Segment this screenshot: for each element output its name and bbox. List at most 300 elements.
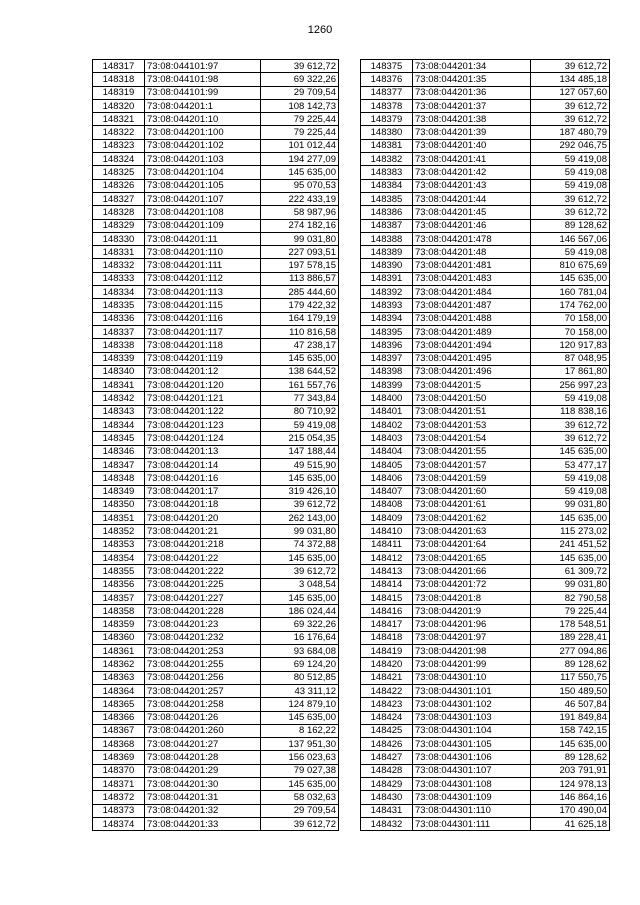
table-row <box>361 658 610 671</box>
cadastral-number-cell: 73:08:044201:65 <box>413 551 531 564</box>
cadastral-number-cell: 73:08:044201:72 <box>413 578 531 591</box>
table-row <box>361 166 610 179</box>
value-cell: 99 031,80 <box>261 525 339 538</box>
value-cell: 194 277,09 <box>261 153 339 166</box>
table-row <box>93 179 339 192</box>
row-number-cell: 148384 <box>361 179 413 192</box>
data-table-right <box>360 59 610 831</box>
table-row <box>93 605 339 618</box>
value-cell: 39 612,72 <box>531 99 610 112</box>
row-number-cell: 148418 <box>361 631 413 644</box>
table-row <box>93 738 339 751</box>
table-row <box>93 751 339 764</box>
value-cell: 138 644,52 <box>261 365 339 378</box>
value-cell: 79 225,44 <box>531 605 610 618</box>
cadastral-number-cell: 73:08:044101:99 <box>145 86 261 99</box>
value-cell: 39 612,72 <box>531 113 610 126</box>
table-row <box>361 498 610 511</box>
value-cell: 156 023,63 <box>261 751 339 764</box>
cadastral-number-cell: 73:08:044201:55 <box>413 445 531 458</box>
value-cell: 197 578,15 <box>261 259 339 272</box>
cadastral-number-cell: 73:08:044201:100 <box>145 126 261 139</box>
table-row <box>93 365 339 378</box>
row-number-cell: 148383 <box>361 166 413 179</box>
cadastral-number-cell: 73:08:044201:40 <box>413 139 531 152</box>
row-number-cell: 148370 <box>93 764 145 777</box>
table-row <box>93 631 339 644</box>
row-number-cell: 148409 <box>361 512 413 525</box>
value-cell: 53 477,17 <box>531 458 610 471</box>
table-row <box>93 246 339 259</box>
cadastral-number-cell: 73:08:044201:27 <box>145 738 261 751</box>
table-row <box>361 405 610 418</box>
row-number-cell: 148356 <box>93 578 145 591</box>
cadastral-number-cell: 73:08:044201:113 <box>145 286 261 299</box>
table-row <box>361 432 610 445</box>
table-row <box>361 631 610 644</box>
cadastral-number-cell: 73:08:044201:108 <box>145 206 261 219</box>
row-number-cell: 148338 <box>93 339 145 352</box>
cadastral-number-cell: 73:08:044201:104 <box>145 166 261 179</box>
cadastral-number-cell: 73:08:044301:104 <box>413 724 531 737</box>
row-number-cell: 148337 <box>93 325 145 338</box>
table-row <box>361 246 610 259</box>
row-number-cell: 148341 <box>93 379 145 392</box>
row-number-cell: 148390 <box>361 259 413 272</box>
value-cell: 69 124,20 <box>261 658 339 671</box>
table-row <box>361 219 610 232</box>
value-cell: 161 557,76 <box>261 379 339 392</box>
table-row <box>93 658 339 671</box>
row-number-cell: 148410 <box>361 525 413 538</box>
row-number-cell: 148400 <box>361 392 413 405</box>
table-row <box>93 153 339 166</box>
cadastral-number-cell: 73:08:044201:45 <box>413 206 531 219</box>
value-cell: 82 790,58 <box>531 591 610 604</box>
table-row <box>93 405 339 418</box>
row-number-cell: 148408 <box>361 498 413 511</box>
value-cell: 39 612,72 <box>261 60 339 73</box>
row-number-cell: 148353 <box>93 538 145 551</box>
value-cell: 164 179,19 <box>261 312 339 325</box>
cadastral-number-cell: 73:08:044301:102 <box>413 698 531 711</box>
row-number-cell: 148427 <box>361 751 413 764</box>
row-number-cell: 148363 <box>93 671 145 684</box>
value-cell: 285 444,60 <box>261 286 339 299</box>
cadastral-number-cell: 73:08:044301:105 <box>413 738 531 751</box>
value-cell: 99 031,80 <box>531 498 610 511</box>
row-number-cell: 148319 <box>93 86 145 99</box>
row-number-cell: 148388 <box>361 232 413 245</box>
table-row <box>361 312 610 325</box>
value-cell: 3 048,54 <box>261 578 339 591</box>
cadastral-number-cell: 73:08:044201:258 <box>145 698 261 711</box>
cadastral-number-cell: 73:08:044201:63 <box>413 525 531 538</box>
row-number-cell: 148374 <box>93 817 145 830</box>
cadastral-number-cell: 73:08:044301:109 <box>413 791 531 804</box>
row-number-cell: 148429 <box>361 778 413 791</box>
value-cell: 124 879,10 <box>261 698 339 711</box>
table-row <box>361 791 610 804</box>
row-number-cell: 148398 <box>361 365 413 378</box>
value-cell: 256 997,23 <box>531 379 610 392</box>
row-number-cell: 148326 <box>93 179 145 192</box>
table-row <box>93 113 339 126</box>
cadastral-number-cell: 73:08:044301:108 <box>413 778 531 791</box>
row-number-cell: 148395 <box>361 325 413 338</box>
row-number-cell: 148420 <box>361 658 413 671</box>
value-cell: 203 791,91 <box>531 764 610 777</box>
value-cell: 277 094,86 <box>531 645 610 658</box>
row-number-cell: 148419 <box>361 645 413 658</box>
table-row <box>93 711 339 724</box>
row-number-cell: 148347 <box>93 458 145 471</box>
value-cell: 170 490,04 <box>531 804 610 817</box>
cadastral-number-cell: 73:08:044201:115 <box>145 299 261 312</box>
row-number-cell: 148329 <box>93 219 145 232</box>
table-row <box>361 458 610 471</box>
value-cell: 79 225,44 <box>261 113 339 126</box>
cadastral-number-cell: 73:08:044201:495 <box>413 352 531 365</box>
row-number-cell: 148382 <box>361 153 413 166</box>
value-cell: 46 507,84 <box>531 698 610 711</box>
value-cell: 145 635,00 <box>261 352 339 365</box>
table-row <box>93 512 339 525</box>
cadastral-number-cell: 73:08:044201:57 <box>413 458 531 471</box>
table-row <box>361 99 610 112</box>
value-cell: 99 031,80 <box>531 578 610 591</box>
table-row <box>93 445 339 458</box>
value-cell: 58 032,63 <box>261 791 339 804</box>
value-cell: 39 612,72 <box>531 432 610 445</box>
row-number-cell: 148368 <box>93 738 145 751</box>
row-number-cell: 148325 <box>93 166 145 179</box>
value-cell: 49 515,90 <box>261 458 339 471</box>
table-row <box>93 86 339 99</box>
value-cell: 127 057,60 <box>531 86 610 99</box>
table-row <box>93 272 339 285</box>
value-cell: 39 612,72 <box>261 498 339 511</box>
value-cell: 145 635,00 <box>531 551 610 564</box>
row-number-cell: 148366 <box>93 711 145 724</box>
cadastral-number-cell: 73:08:044201:42 <box>413 166 531 179</box>
cadastral-number-cell: 73:08:044201:253 <box>145 645 261 658</box>
row-number-cell: 148324 <box>93 153 145 166</box>
table-row <box>361 126 610 139</box>
table-row <box>361 618 610 631</box>
cadastral-number-cell: 73:08:044101:97 <box>145 60 261 73</box>
cadastral-number-cell: 73:08:044201:494 <box>413 339 531 352</box>
table-row <box>361 551 610 564</box>
cadastral-number-cell: 73:08:044201:98 <box>413 645 531 658</box>
row-number-cell: 148340 <box>93 365 145 378</box>
row-number-cell: 148413 <box>361 565 413 578</box>
row-number-cell: 148358 <box>93 605 145 618</box>
row-number-cell: 148397 <box>361 352 413 365</box>
value-cell: 145 635,00 <box>261 591 339 604</box>
row-number-cell: 148401 <box>361 405 413 418</box>
row-number-cell: 148351 <box>93 512 145 525</box>
row-number-cell: 148344 <box>93 419 145 432</box>
value-cell: 118 838,16 <box>531 405 610 418</box>
value-cell: 79 225,44 <box>261 126 339 139</box>
value-cell: 59 419,08 <box>531 153 610 166</box>
value-cell: 39 612,72 <box>531 60 610 73</box>
cadastral-number-cell: 73:08:044201:99 <box>413 658 531 671</box>
table-row <box>93 778 339 791</box>
cadastral-number-cell: 73:08:044201:96 <box>413 618 531 631</box>
table-row <box>361 419 610 432</box>
value-cell: 189 228,41 <box>531 631 610 644</box>
row-number-cell: 148350 <box>93 498 145 511</box>
table-row <box>361 804 610 817</box>
row-number-cell: 148407 <box>361 485 413 498</box>
table-row <box>93 671 339 684</box>
row-number-cell: 148342 <box>93 392 145 405</box>
table-row <box>93 724 339 737</box>
cadastral-number-cell: 73:08:044201:48 <box>413 246 531 259</box>
table-row <box>93 645 339 658</box>
cadastral-number-cell: 73:08:044201:257 <box>145 684 261 697</box>
cadastral-number-cell: 73:08:044301:107 <box>413 764 531 777</box>
value-cell: 59 419,08 <box>531 179 610 192</box>
table-row <box>361 671 610 684</box>
row-number-cell: 148343 <box>93 405 145 418</box>
cadastral-number-cell: 73:08:044201:43 <box>413 179 531 192</box>
row-number-cell: 148362 <box>93 658 145 671</box>
row-number-cell: 148373 <box>93 804 145 817</box>
row-number-cell: 148430 <box>361 791 413 804</box>
value-cell: 89 128,62 <box>531 658 610 671</box>
cadastral-number-cell: 73:08:044201:123 <box>145 419 261 432</box>
row-number-cell: 148331 <box>93 246 145 259</box>
row-number-cell: 148349 <box>93 485 145 498</box>
row-number-cell: 148367 <box>93 724 145 737</box>
row-number-cell: 148414 <box>361 578 413 591</box>
table-row <box>361 86 610 99</box>
table-row <box>361 605 610 618</box>
table-row <box>93 126 339 139</box>
value-cell: 145 635,00 <box>531 272 610 285</box>
value-cell: 178 548,51 <box>531 618 610 631</box>
row-number-cell: 148333 <box>93 272 145 285</box>
row-number-cell: 148334 <box>93 286 145 299</box>
row-number-cell: 148385 <box>361 192 413 205</box>
value-cell: 43 311,12 <box>261 684 339 697</box>
cadastral-number-cell: 73:08:044201:110 <box>145 246 261 259</box>
row-number-cell: 148322 <box>93 126 145 139</box>
value-cell: 145 635,00 <box>261 166 339 179</box>
value-cell: 191 849,84 <box>531 711 610 724</box>
value-cell: 74 372,88 <box>261 538 339 551</box>
cadastral-number-cell: 73:08:044201:16 <box>145 472 261 485</box>
value-cell: 262 143,00 <box>261 512 339 525</box>
row-number-cell: 148432 <box>361 817 413 830</box>
row-number-cell: 148399 <box>361 379 413 392</box>
cadastral-number-cell: 73:08:044201:36 <box>413 86 531 99</box>
row-number-cell: 148323 <box>93 139 145 152</box>
value-cell: 93 684,08 <box>261 645 339 658</box>
table-row <box>93 591 339 604</box>
value-cell: 70 158,00 <box>531 312 610 325</box>
table-row <box>361 445 610 458</box>
value-cell: 147 188,44 <box>261 445 339 458</box>
value-cell: 39 612,72 <box>261 565 339 578</box>
row-number-cell: 148360 <box>93 631 145 644</box>
table-row <box>361 711 610 724</box>
value-cell: 146 567,06 <box>531 232 610 245</box>
table-row <box>93 206 339 219</box>
table-row <box>93 764 339 777</box>
cadastral-number-cell: 73:08:044201:34 <box>413 60 531 73</box>
value-cell: 227 093,51 <box>261 246 339 259</box>
table-row <box>93 259 339 272</box>
cadastral-number-cell: 73:08:044201:102 <box>145 139 261 152</box>
cadastral-number-cell: 73:08:044201:5 <box>413 379 531 392</box>
row-number-cell: 148402 <box>361 419 413 432</box>
value-cell: 59 419,08 <box>531 472 610 485</box>
value-cell: 39 612,72 <box>531 192 610 205</box>
value-cell: 89 128,62 <box>531 219 610 232</box>
row-number-cell: 148411 <box>361 538 413 551</box>
value-cell: 59 419,08 <box>531 392 610 405</box>
value-cell: 89 128,62 <box>531 751 610 764</box>
value-cell: 69 322,26 <box>261 73 339 86</box>
row-number-cell: 148428 <box>361 764 413 777</box>
row-number-cell: 148412 <box>361 551 413 564</box>
row-number-cell: 148364 <box>93 684 145 697</box>
cadastral-number-cell: 73:08:044201:117 <box>145 325 261 338</box>
value-cell: 319 426,10 <box>261 485 339 498</box>
table-row <box>93 299 339 312</box>
value-cell: 160 781,04 <box>531 286 610 299</box>
cadastral-number-cell: 73:08:044201:30 <box>145 778 261 791</box>
value-cell: 137 951,30 <box>261 738 339 751</box>
row-number-cell: 148372 <box>93 791 145 804</box>
table-row <box>361 684 610 697</box>
cadastral-number-cell: 73:08:044201:41 <box>413 153 531 166</box>
cadastral-number-cell: 73:08:044201:111 <box>145 259 261 272</box>
cadastral-number-cell: 73:08:044201:39 <box>413 126 531 139</box>
table-row <box>361 325 610 338</box>
value-cell: 59 419,08 <box>261 419 339 432</box>
table-row <box>93 73 339 86</box>
value-cell: 41 625,18 <box>531 817 610 830</box>
cadastral-number-cell: 73:08:044201:26 <box>145 711 261 724</box>
row-number-cell: 148394 <box>361 312 413 325</box>
value-cell: 117 550,75 <box>531 671 610 684</box>
table-row <box>361 485 610 498</box>
cadastral-number-cell: 73:08:044301:110 <box>413 804 531 817</box>
table-row <box>361 139 610 152</box>
table-row <box>93 791 339 804</box>
cadastral-number-cell: 73:08:044201:17 <box>145 485 261 498</box>
table-row <box>361 60 610 73</box>
row-number-cell: 148321 <box>93 113 145 126</box>
value-cell: 39 612,72 <box>531 206 610 219</box>
row-number-cell: 148387 <box>361 219 413 232</box>
value-cell: 58 987,96 <box>261 206 339 219</box>
table-row <box>361 113 610 126</box>
cadastral-number-cell: 73:08:044201:22 <box>145 551 261 564</box>
value-cell: 47 238,17 <box>261 339 339 352</box>
value-cell: 810 675,69 <box>531 259 610 272</box>
cadastral-number-cell: 73:08:044201:23 <box>145 618 261 631</box>
table-row <box>93 817 339 830</box>
cadastral-number-cell: 73:08:044201:11 <box>145 232 261 245</box>
row-number-cell: 148348 <box>93 472 145 485</box>
row-number-cell: 148417 <box>361 618 413 631</box>
cadastral-number-cell: 73:08:044201:496 <box>413 365 531 378</box>
table-row <box>361 591 610 604</box>
table-row <box>93 419 339 432</box>
row-number-cell: 148377 <box>361 86 413 99</box>
cadastral-number-cell: 73:08:044201:64 <box>413 538 531 551</box>
row-number-cell: 148361 <box>93 645 145 658</box>
table-row <box>361 764 610 777</box>
table-row <box>93 804 339 817</box>
value-cell: 115 273,02 <box>531 525 610 538</box>
row-number-cell: 148421 <box>361 671 413 684</box>
value-cell: 79 027,38 <box>261 764 339 777</box>
value-cell: 150 489,50 <box>531 684 610 697</box>
cadastral-number-cell: 73:08:044201:118 <box>145 339 261 352</box>
value-cell: 174 762,00 <box>531 299 610 312</box>
value-cell: 59 419,08 <box>531 166 610 179</box>
row-number-cell: 148422 <box>361 684 413 697</box>
cadastral-number-cell: 73:08:044201:32 <box>145 804 261 817</box>
table-row <box>361 192 610 205</box>
table-row <box>361 472 610 485</box>
table-row <box>93 578 339 591</box>
table-row <box>93 139 339 152</box>
value-cell: 134 485,18 <box>531 73 610 86</box>
table-row <box>93 339 339 352</box>
cadastral-number-cell: 73:08:044201:66 <box>413 565 531 578</box>
value-cell: 29 709,54 <box>261 86 339 99</box>
cadastral-number-cell: 73:08:044201:62 <box>413 512 531 525</box>
row-number-cell: 148339 <box>93 352 145 365</box>
row-number-cell: 148426 <box>361 738 413 751</box>
cadastral-number-cell: 73:08:044201:488 <box>413 312 531 325</box>
row-number-cell: 148378 <box>361 99 413 112</box>
value-cell: 186 024,44 <box>261 605 339 618</box>
value-cell: 179 422,32 <box>261 299 339 312</box>
table-row <box>93 698 339 711</box>
value-cell: 29 709,54 <box>261 804 339 817</box>
cadastral-number-cell: 73:08:044201:51 <box>413 405 531 418</box>
row-number-cell: 148335 <box>93 299 145 312</box>
table-row <box>361 352 610 365</box>
row-number-cell: 148375 <box>361 60 413 73</box>
cadastral-number-cell: 73:08:044201:228 <box>145 605 261 618</box>
cadastral-number-cell: 73:08:044201:107 <box>145 192 261 205</box>
cadastral-number-cell: 73:08:044201:112 <box>145 272 261 285</box>
cadastral-number-cell: 73:08:044201:120 <box>145 379 261 392</box>
table-row <box>93 618 339 631</box>
value-cell: 80 512,85 <box>261 671 339 684</box>
table-row <box>93 498 339 511</box>
cadastral-number-cell: 73:08:044201:97 <box>413 631 531 644</box>
cadastral-number-cell: 73:08:044201:35 <box>413 73 531 86</box>
cadastral-number-cell: 73:08:044201:478 <box>413 232 531 245</box>
table-row <box>361 698 610 711</box>
table-row <box>361 392 610 405</box>
row-number-cell: 148352 <box>93 525 145 538</box>
value-cell: 158 742,15 <box>531 724 610 737</box>
value-cell: 120 917,83 <box>531 339 610 352</box>
cadastral-number-cell: 73:08:044201:50 <box>413 392 531 405</box>
